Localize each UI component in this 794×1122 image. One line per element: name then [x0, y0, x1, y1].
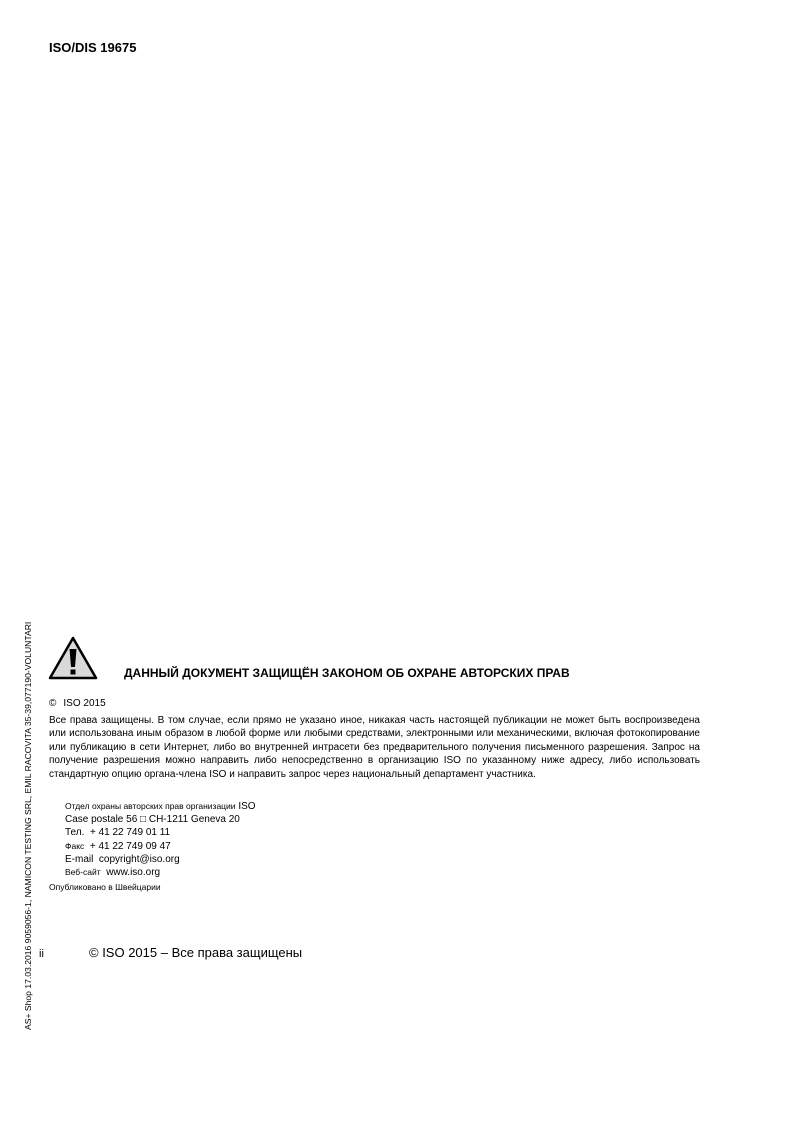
copyright-year: ISO 2015	[63, 698, 106, 709]
dept-label: Отдел охраны авторских прав организации	[65, 801, 236, 811]
postal-row: Case postale 56 □ CH-1211 Geneva 20	[65, 814, 240, 826]
fax-label: Факс	[65, 840, 85, 851]
copyright-warning-heading: ДАННЫЙ ДОКУМЕНТ ЗАЩИЩЁН ЗАКОНОМ ОБ ОХРАНЕ АВТОРСКИХ ПРАВ	[124, 666, 570, 680]
address-block	[65, 800, 256, 879]
web-label: Веб-сайт	[65, 867, 101, 878]
footer-copyright: © ISO 2015 – Все права защищены	[89, 945, 303, 960]
tel-label: Тел.	[65, 827, 85, 839]
published-in: Опубликовано в Швейцарии	[49, 882, 161, 892]
document-code: ISO/DIS 19675	[49, 40, 137, 55]
email-label: E-mail	[65, 853, 94, 865]
tel-number: + 41 22 749 01 11	[89, 827, 171, 839]
side-watermark-note: AS+ Shop 17.03.2016 9059056-1, NAMICON TESTING SRL, EMIL RACOVITA 35-39,077190-VOLUNTARI	[23, 621, 33, 1030]
warning-triangle-icon	[48, 636, 98, 680]
dept-org: ISO	[238, 801, 256, 812]
copyright-symbol: ©	[49, 698, 57, 709]
copyright-body-text: Все права защищены. В том случае, если прямо не указано иное, никакая часть настоящей публикации не может быть воспроизведена или использована иным образом в любой форме или любыми средствами, электронными или механическими, включая фотокопирование или публикацию в сети Интернет, либо во внутренней интрасети без предварительного получения письменного разрешения. Запрос на получение разрешения можно направить либо непосредственно в организацию ISO по указанному ниже адресу, либо использовать стандартную опцию органа-члена ISO и направить запрос через национальный департамент участника.	[49, 715, 700, 780]
fax-number: + 41 22 749 09 47	[89, 840, 171, 852]
web-address[interactable]: www.iso.org	[106, 867, 161, 879]
dept-row	[65, 800, 256, 813]
tel-row	[65, 826, 256, 839]
web-row	[65, 866, 256, 879]
email-address[interactable]: copyright@iso.org	[98, 853, 180, 865]
page-number: ii	[39, 948, 44, 960]
copyright-year-line	[49, 698, 106, 709]
email-row	[65, 853, 256, 866]
fax-row	[65, 840, 256, 853]
